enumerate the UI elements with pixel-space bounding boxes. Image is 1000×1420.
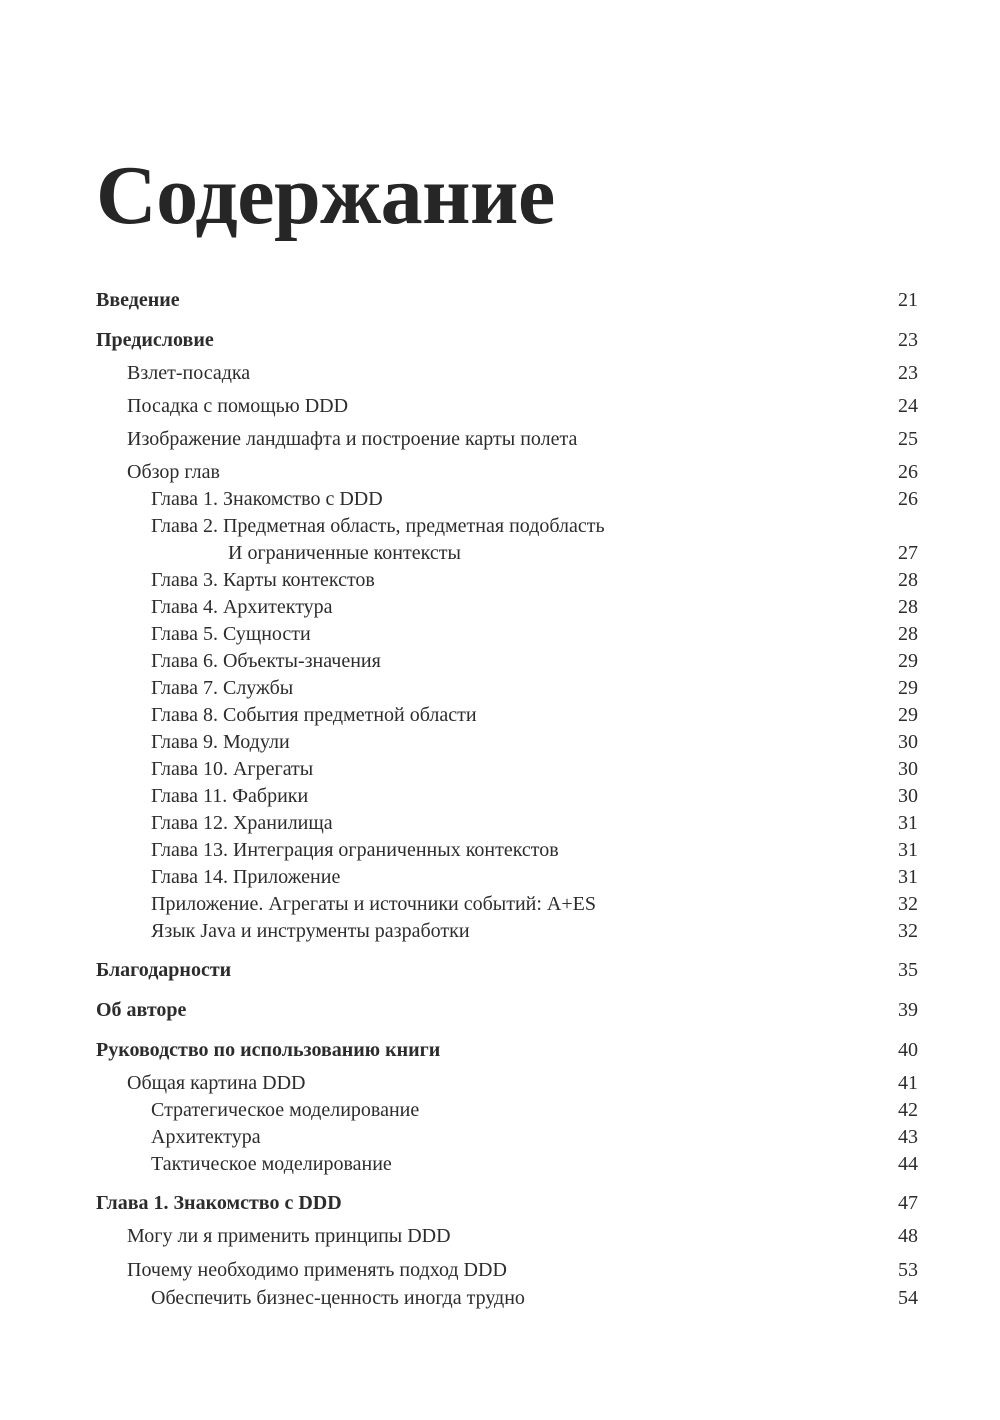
toc-entry-page: 53 — [898, 1259, 918, 1281]
toc-entry-title: Глава 13. Интеграция ограниченных контекстов — [151, 839, 559, 861]
toc-entry-page: 30 — [898, 758, 918, 780]
toc-entry-title: Посадка с помощью DDD — [127, 395, 349, 417]
toc-entry-page: 28 — [898, 596, 918, 618]
toc-entry-title: Приложение. Агрегаты и источники событий: A+ES — [151, 893, 596, 915]
toc-entry-title: И ограниченные контексты — [228, 542, 461, 564]
toc-entry-page: 47 — [898, 1192, 918, 1214]
toc-entry-title: Могу ли я применить принципы DDD — [127, 1225, 451, 1247]
toc-entry-title: Глава 5. Сущности — [151, 623, 311, 645]
toc-entry-title: Глава 6. Объекты-значения — [151, 650, 381, 672]
page-title: Содержание — [96, 149, 555, 242]
toc-entry-page: 26 — [898, 488, 918, 510]
toc-entry-page: 29 — [898, 677, 918, 699]
toc-entry-title: Глава 1. Знакомство с DDD — [151, 488, 383, 510]
toc-entry-title: Тактическое моделирование — [151, 1153, 392, 1175]
toc-entry-page: 27 — [898, 542, 918, 564]
toc-entry-page: 41 — [898, 1072, 918, 1094]
toc-entry-page: 44 — [898, 1153, 918, 1175]
toc-entry-title: Глава 9. Модули — [151, 731, 290, 753]
toc-entry-page: 39 — [898, 999, 918, 1021]
toc-entry-page: 29 — [898, 650, 918, 672]
toc-entry-page: 28 — [898, 623, 918, 645]
toc-entry-page: 32 — [898, 920, 918, 942]
toc-entry-title: Изображение ландшафта и построение карты полета — [127, 428, 578, 450]
toc-entry-page: 32 — [898, 893, 918, 915]
toc-entry-page: 24 — [898, 395, 918, 417]
toc-entry-title: Об авторе — [96, 999, 187, 1021]
toc-entry-title: Язык Java и инструменты разработки — [151, 920, 470, 942]
toc-entry-title: Глава 12. Хранилища — [151, 812, 333, 834]
toc-entry-title: Благодарности — [96, 959, 232, 981]
toc-entry-title: Глава 2. Предметная область, предметная подобласть — [151, 515, 605, 537]
toc-entry-page: 21 — [898, 289, 918, 311]
toc-entry-title: Глава 1. Знакомство с DDD — [96, 1192, 342, 1214]
toc-entry-title: Глава 10. Агрегаты — [151, 758, 314, 780]
toc-entry-title: Стратегическое моделирование — [151, 1099, 420, 1121]
toc-entry-page: 43 — [898, 1126, 918, 1148]
toc-entry-page: 29 — [898, 704, 918, 726]
toc-entry-title: Глава 3. Карты контекстов — [151, 569, 375, 591]
toc-entry-page: 31 — [898, 839, 918, 861]
toc-entry-page: 26 — [898, 461, 918, 483]
toc-entry-page: 48 — [898, 1225, 918, 1247]
toc-entry-title: Взлет-посадка — [127, 362, 251, 384]
toc-entry-title: Глава 11. Фабрики — [151, 785, 309, 807]
toc-entry-title: Обеспечить бизнес-ценность иногда трудно — [151, 1287, 525, 1309]
toc-entry-title: Предисловие — [96, 329, 214, 351]
toc-entry-page: 42 — [898, 1099, 918, 1121]
toc-entry-page: 35 — [898, 959, 918, 981]
toc-entry-title: Общая картина DDD — [127, 1072, 306, 1094]
toc-entry-title: Руководство по использованию книги — [96, 1039, 441, 1061]
toc-entry-title: Глава 4. Архитектура — [151, 596, 333, 618]
toc-entry-page: 30 — [898, 785, 918, 807]
toc-entry-title: Архитектура — [151, 1126, 261, 1148]
toc-entry-title: Обзор глав — [127, 461, 220, 483]
toc-entry-page: 54 — [898, 1287, 918, 1309]
toc-entry-page: 31 — [898, 866, 918, 888]
toc-entry-page: 28 — [898, 569, 918, 591]
toc-entry-title: Почему необходимо применять подход DDD — [127, 1259, 507, 1281]
toc-entry-title: Глава 8. События предметной области — [151, 704, 477, 726]
toc-entry-page: 30 — [898, 731, 918, 753]
toc-entry-title: Глава 14. Приложение — [151, 866, 341, 888]
toc-entry-title: Глава 7. Службы — [151, 677, 294, 699]
toc-entry-page: 23 — [898, 362, 918, 384]
toc-entry-title: Введение — [96, 289, 180, 311]
toc-entry-page: 25 — [898, 428, 918, 450]
toc-entry-page: 31 — [898, 812, 918, 834]
toc-entry-page: 23 — [898, 329, 918, 351]
toc-entry-page: 40 — [898, 1039, 918, 1061]
